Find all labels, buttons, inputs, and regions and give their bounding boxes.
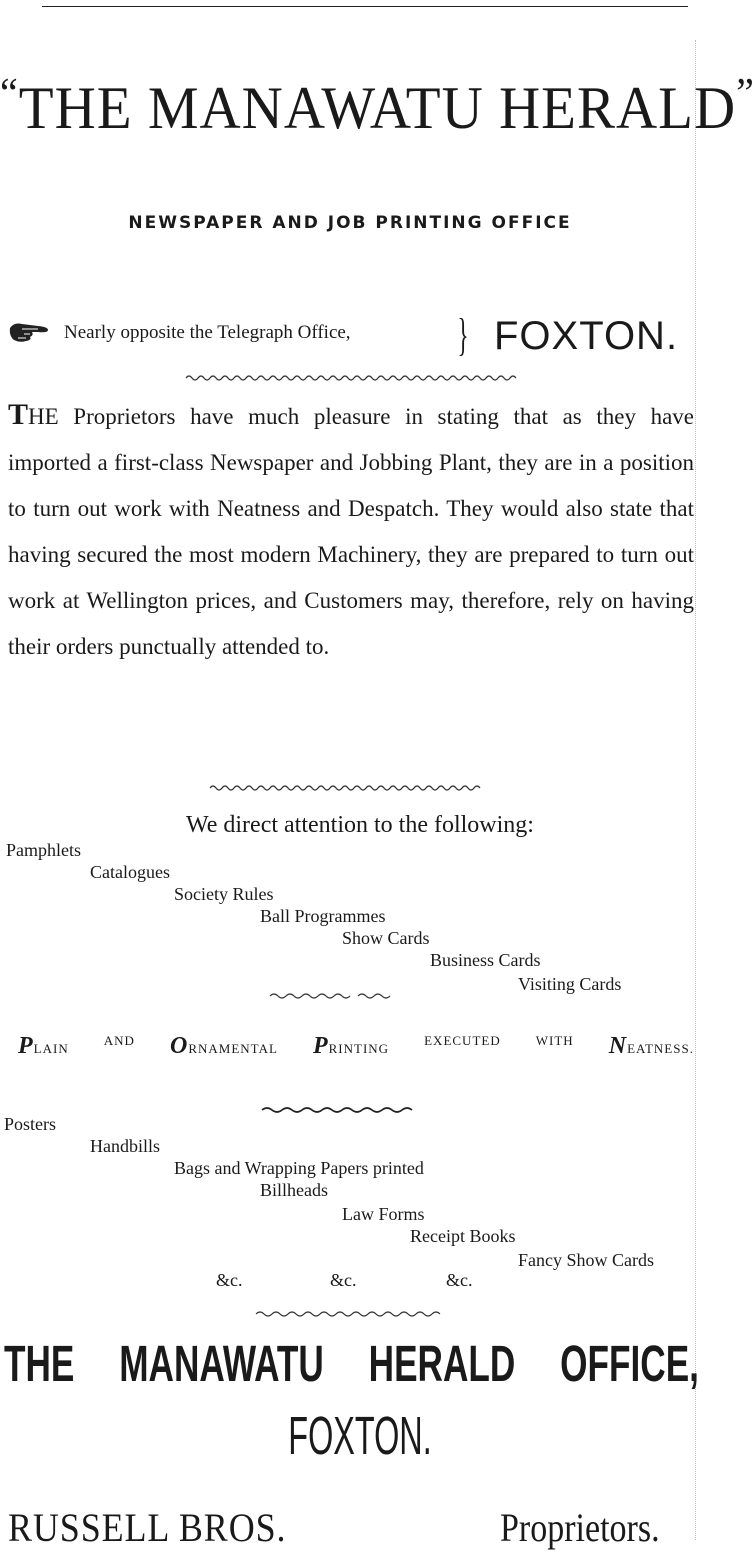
announcement-text: HE Proprietors have much pleasure in stating that as they have imported a first-class Newspaper and Jobbing Plant, they are in a position to turn out work with Neatness and Despatch. They would also state that having secured the most modern Machinery, they are prepared to turn out work at Wellington prices, and Customers may, therefore, rely on having their orders punctually attended to. — [8, 404, 694, 659]
office-word: THE — [4, 1336, 75, 1393]
ornate-cap-p: P — [18, 1033, 34, 1059]
and-word: AND — [103, 1033, 135, 1048]
service-item: Show Cards — [342, 928, 430, 948]
office-word: MANAWATU — [119, 1336, 324, 1393]
wavy-rule-3 — [270, 992, 394, 1000]
address-text: Nearly opposite the Telegraph Office, — [64, 322, 351, 343]
wavy-rule-2 — [210, 784, 480, 792]
plain-word: LAIN — [33, 1041, 69, 1056]
office-subheading: NEWSPAPER AND JOB PRINTING OFFICE — [128, 213, 572, 233]
drop-cap: T — [8, 398, 29, 431]
service-item: Handbills — [90, 1136, 160, 1156]
etc-mark: &c. — [446, 1270, 473, 1290]
service-item: Pamphlets — [6, 840, 81, 860]
ornate-cap-o: O — [169, 1033, 189, 1059]
etc-mark: &c. — [330, 1270, 357, 1290]
service-item: Law Forms — [342, 1204, 425, 1224]
service-item: Posters — [4, 1114, 57, 1134]
office-heading — [4, 1336, 699, 1394]
pointing-hand-icon — [8, 320, 50, 344]
etc-mark: &c. — [216, 1270, 243, 1290]
office-word: OFFICE, — [560, 1336, 699, 1393]
service-item: Business Cards — [430, 950, 541, 970]
neatness-word: EATNESS. — [627, 1041, 694, 1056]
close-quote: ” — [736, 69, 755, 117]
service-item: Visiting Cards — [518, 974, 622, 994]
open-quote: “ — [0, 69, 19, 117]
service-item: Ball Programmes — [260, 906, 386, 926]
ornamental-word: RNAMENTAL — [188, 1041, 278, 1056]
service-item: Billheads — [260, 1180, 328, 1200]
office-word: HERALD — [368, 1336, 516, 1393]
service-item: Society Rules — [174, 884, 274, 904]
with-word: WITH — [535, 1033, 574, 1048]
wavy-rule-1 — [186, 374, 516, 382]
service-item: Catalogues — [90, 862, 170, 882]
printing-word: RINTING — [328, 1041, 390, 1056]
brace: } — [457, 309, 469, 360]
ornate-cap-p2: P — [312, 1033, 329, 1059]
footer-town: FOXTON. — [288, 1406, 432, 1466]
service-item: Bags and Wrapping Papers printed — [174, 1158, 424, 1178]
service-item: Receipt Books — [410, 1226, 516, 1246]
wavy-rule-4 — [262, 1106, 412, 1114]
wavy-rule-5 — [256, 1310, 440, 1318]
service-item: Fancy Show Cards — [518, 1250, 654, 1270]
ornate-cap-n: N — [608, 1033, 628, 1059]
executed-word: EXECUTED — [424, 1033, 501, 1048]
proprietor-name: RUSSELL BROS. — [8, 1505, 287, 1550]
announcement-paragraph — [8, 392, 694, 670]
newspaper-title — [0, 69, 755, 142]
ornamental-printing-line — [18, 1033, 694, 1060]
services-intro: We direct attention to the following: — [186, 812, 534, 838]
proprietor-role: Proprietors. — [500, 1505, 660, 1550]
title-text: THE MANAWATU HERALD — [18, 75, 737, 142]
town-name: FOXTON. — [494, 314, 679, 358]
top-rule — [42, 6, 688, 7]
column-edge — [695, 40, 696, 1540]
